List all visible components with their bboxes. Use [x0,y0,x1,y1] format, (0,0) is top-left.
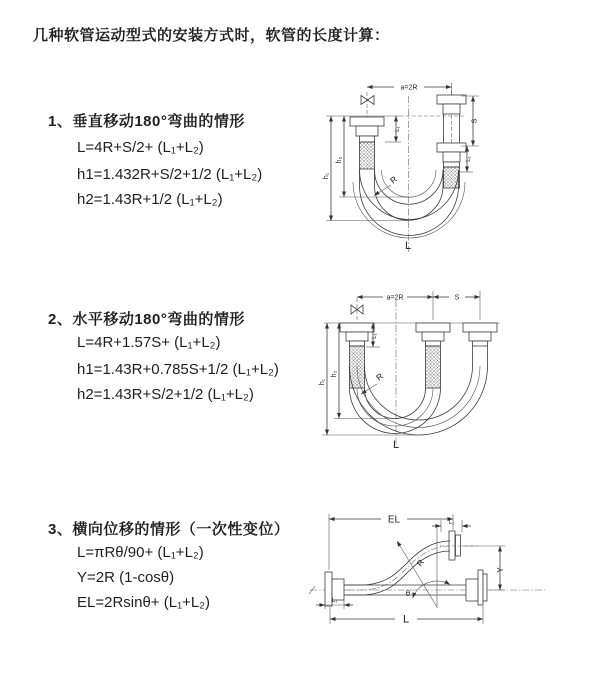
section-3-heading: 3、横向位移的情形（一次性变位） [48,521,290,538]
dim-label-l: L [404,240,412,252]
lower-right-flange [466,570,487,605]
dimension-l [330,606,483,626]
dim-label-el: EL [387,514,401,526]
dim-label-l1: L₁ [448,520,455,526]
formula-line: h2=1.43R+1/2 (L₁+L₂) [77,191,223,208]
dim-label-h2: h₂ [331,370,338,378]
dim-label-r: R [374,370,386,383]
dim-label-r: R [414,557,427,569]
dim-label-l: L [392,439,400,451]
dim-label-l1: L₁ [372,333,378,339]
dimension-l1-bottom [316,598,353,609]
formula-line: h1=1.43R+0.785S+1/2 (L₁+L₂) [77,361,279,378]
dim-label-a2r: a=2R [400,84,418,92]
left-fitting [350,117,384,169]
left-fitting [340,323,374,388]
diagram-lateral-displacement [308,505,568,633]
formula-line: h2=1.43R+S/2+1/2 (L₁+L₂) [77,386,254,403]
dim-label-s: S [454,294,460,302]
dim-label-s: S [471,118,479,124]
middle-fitting [416,323,450,388]
dim-label-l1: L₁ [331,598,338,604]
angle-construction [397,528,450,608]
section-2-heading: 2、水平移动180°弯曲的情形 [48,311,245,328]
dim-label-a2r: a=2R [386,294,404,302]
dim-label-y: Y [496,567,505,573]
dimension-l1-top [432,520,471,532]
dim-label-h1: h₁ [319,378,326,386]
dim-label-l: L [402,613,410,626]
formula-line: Y=2R (1-cosθ) [77,569,175,586]
dim-label-h1: h₁ [323,172,330,180]
formula-line: L=4R+S/2+ (L₁+L₂) [77,139,204,156]
dimension-a2r [367,85,452,92]
hose-curves [350,366,488,435]
dim-label-l1: L₁ [466,156,472,162]
formula-line: L=4R+1.57S+ (L₁+L₂) [77,334,221,351]
formula-line: h1=1.432R+S/2+1/2 (L₁+L₂) [77,166,263,183]
dimension-a2r [357,295,433,302]
dim-label-l1: L₁ [395,126,401,132]
valve-icon [361,96,374,105]
dim-label-r: R [388,173,400,186]
page-title: 几种软管运动型式的安装方式时，软管的长度计算： [33,27,390,44]
hose-s-curve [344,541,450,595]
dimension-s [433,295,480,302]
right-fitting [463,323,497,366]
diagram-vertical-180-bend [320,78,550,258]
upper-right-flange [440,531,478,560]
braided-section [444,167,460,188]
section-1-heading: 1、垂直移动180°弯曲的情形 [48,113,245,130]
dimension-el [329,514,453,570]
braided-section [426,346,441,388]
dim-label-theta: θ [405,589,411,598]
dim-label-h2: h₂ [336,156,343,164]
dimension-l1-left [385,116,401,142]
formula-line: L=πRθ/90+ (L₁+L₂) [77,544,204,561]
braided-section [360,142,375,169]
diagram-horizontal-180-bend [318,283,593,455]
formula-line: EL=2Rsinθ+ (L₁+L₂) [77,594,211,611]
